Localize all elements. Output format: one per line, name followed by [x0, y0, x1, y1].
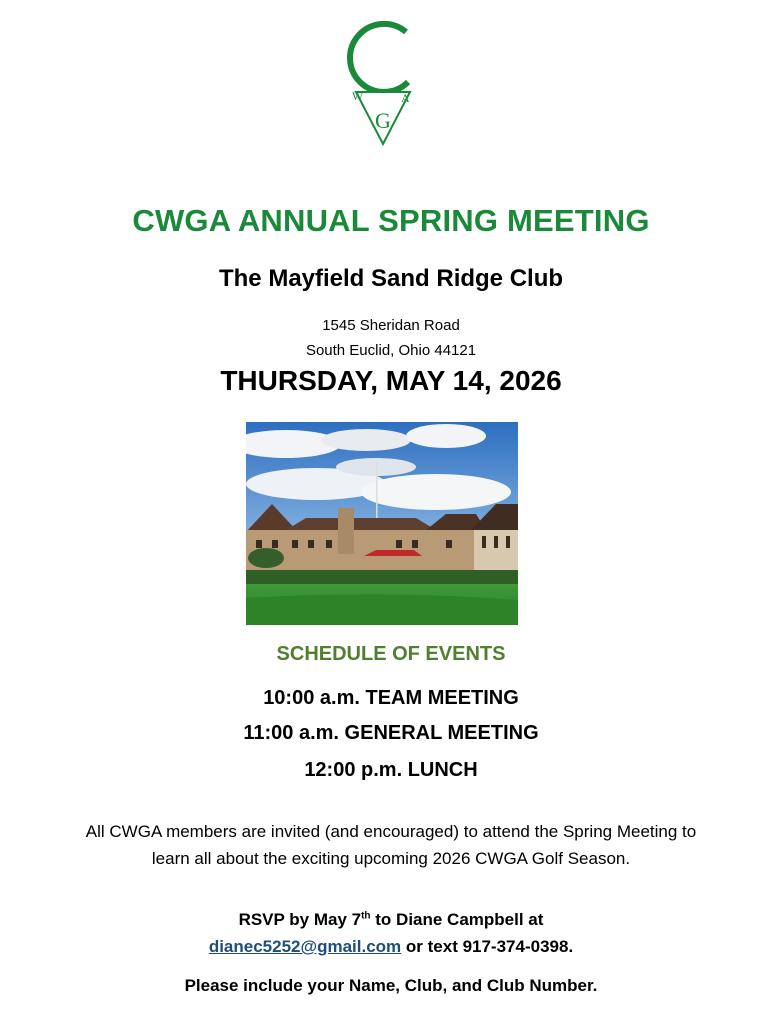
event-title: CWGA ANNUAL SPRING MEETING: [132, 203, 650, 238]
svg-text:A: A: [401, 91, 410, 105]
email-link[interactable]: dianec5252@gmail.com: [208, 937, 402, 956]
rsvp-line: [0, 910, 782, 930]
cwga-logo: [338, 18, 428, 146]
rsvp-prefix: RSVP by May 7: [238, 910, 362, 929]
schedule-item: 11:00 a.m. GENERAL MEETING: [243, 722, 539, 744]
schedule-item: 10:00 a.m. TEAM MEETING: [263, 687, 519, 709]
svg-text:G: G: [375, 108, 391, 133]
schedule-item: 12:00 p.m. LUNCH: [304, 759, 478, 781]
event-date: THURSDAY, MAY 14, 2026: [220, 365, 562, 396]
rsvp-suffix: to Diane Campbell at: [370, 910, 544, 929]
address-line-1: 1545 Sheridan Road: [322, 317, 460, 334]
phone-text: or text 917-374-0398.: [401, 937, 574, 956]
venue-name: The Mayfield Sand Ridge Club: [218, 265, 564, 292]
schedule-heading: SCHEDULE OF EVENTS: [276, 643, 506, 665]
invitation-paragraph: All CWGA members are invited (and encouraged) to attend the Spring Meeting to learn all about the exciting upcoming 2026 CWGA Golf Season.: [85, 822, 697, 868]
svg-text:W: W: [352, 89, 364, 103]
clubhouse-photo: [246, 422, 518, 625]
include-note: Please include your Name, Club, and Club Number.: [184, 976, 598, 995]
rsvp-date-suffix: th: [361, 910, 371, 922]
address-line-2: South Euclid, Ohio 44121: [305, 342, 477, 359]
contact-line: [0, 937, 782, 957]
